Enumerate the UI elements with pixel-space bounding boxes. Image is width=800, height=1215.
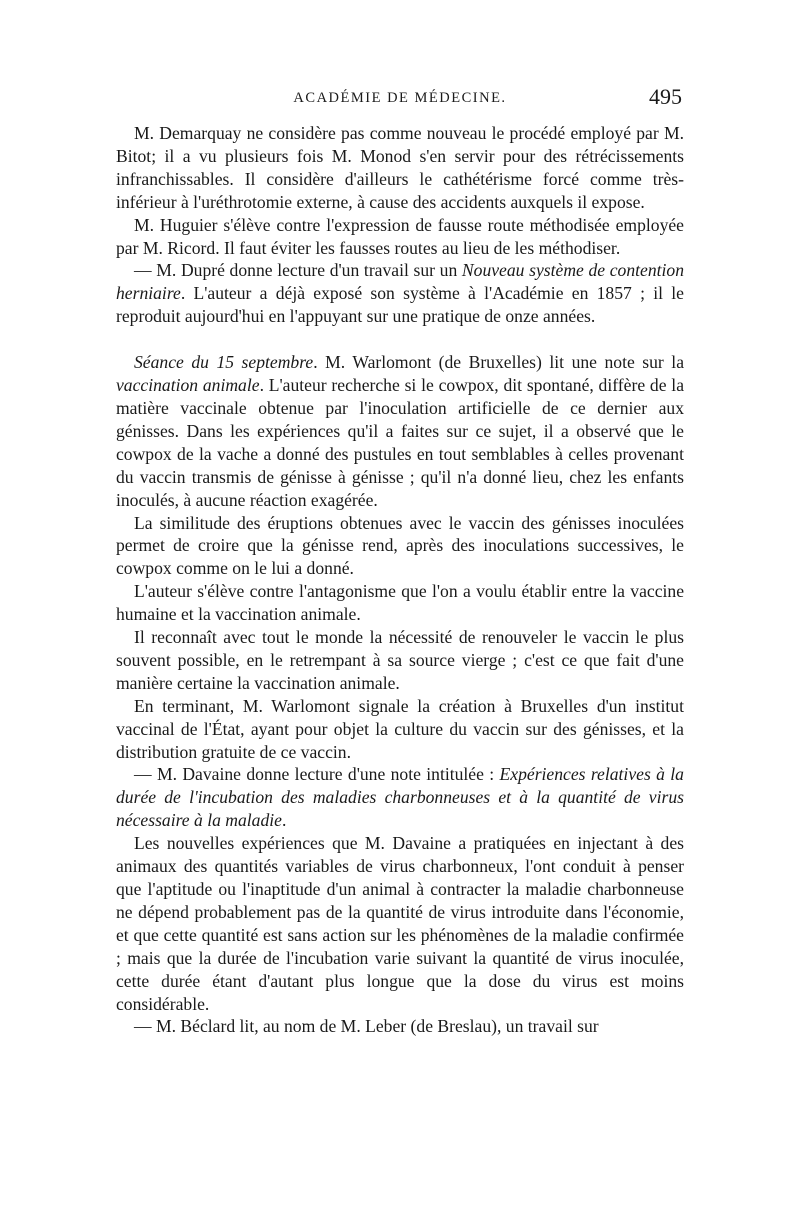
paragraph-renouveler: Il reconnaît avec tout le monde la nécessité de renouveler le vaccin le plus souvent possible, en le retrempant à sa source vierge ; c'est ce que fait d'une manière certaine la vaccination animale. bbox=[116, 627, 684, 693]
paragraph-davaine-end: . bbox=[281, 810, 287, 831]
paragraph-davaine bbox=[116, 763, 684, 832]
session-heading: Séance du 15 septembre bbox=[134, 352, 314, 373]
paragraph-seance-15-septembre bbox=[116, 351, 684, 511]
paragraph-dupre-rest: . L'auteur a déjà exposé son système à l'Académie en 1857 ; il le reproduit aujourd'hui en l'appuyant sur une pratique de onze années. bbox=[116, 283, 684, 327]
paragraph-dupre bbox=[116, 259, 684, 328]
paragraph-institut-vaccinal: En terminant, M. Warlomont signale la création à Bruxelles d'un institut vaccinal de l'État, ayant pour objet la culture du vaccin sur des génisses, et la distribution gratuite de ce vaccin. bbox=[116, 695, 684, 762]
paragraph-beclard: — M. Béclard lit, au nom de M. Leber (de Breslau), un travail sur bbox=[134, 1016, 599, 1037]
paragraph-davaine-intro: — M. Davaine donne lecture d'une note intitulée : bbox=[134, 764, 500, 785]
paragraph-antagonisme: L'auteur s'élève contre l'antagonisme que l'on a voulu établir entre la vaccine humaine et la vaccination animale. bbox=[116, 581, 684, 625]
work-title-davaine: Expériences relatives à la durée de l'incubation des maladies charbonneuses et à la quantité de virus nécessaire à la maladie bbox=[116, 764, 684, 831]
article-body bbox=[116, 122, 684, 1038]
paragraph-experiences-davaine: Les nouvelles expériences que M. Davaine a pratiquées en injectant à des animaux des quantités variables de virus charbonneux, l'ont conduit à penser que l'aptitude ou l'inaptitude d'un animal à contracter la maladie charbonneuse ne dépend probablement pas de la quantité de virus introduite dans l'économie, et que cette quantité est sans action sur les phénomènes de la maladie confirmée ; mais que la durée de l'incubation varie suivant la quantité de virus inoculée, cette durée étant d'autant plus longue que la dose du virus est moins considérable. bbox=[116, 833, 684, 1014]
topic-vaccination-animale: vaccination animale bbox=[116, 375, 260, 396]
running-title: ACADÉMIE DE MÉDECINE. bbox=[293, 90, 507, 106]
paragraph-warlomont-rest: . L'auteur recherche si le cowpox, dit spontané, diffère de la matière vaccinale obtenue par l'inoculation artificielle de ce dernier aux génisses. Dans les expériences qu'il a faites sur ce sujet, il a observé que le cowpox de la vache a donné des pustules en tout semblables à celles provenant du vaccin transmis de génisse à génisse ; qu'il n'a donné lieu, chez les enfants inoculés, à aucune réaction exagérée. bbox=[116, 375, 685, 510]
page-number: 495 bbox=[649, 84, 682, 109]
paragraph-similitude: La similitude des éruptions obtenues avec le vaccin des génisses inoculées permet de croire que la génisse rend, après des inoculations successives, le cowpox comme on le lui a donné. bbox=[116, 512, 684, 579]
paragraph-huguier: M. Huguier s'élève contre l'expression de fausse route méthodisée employée par M. Ricord. Il faut éviter les fausses routes au lieu de les méthodiser. bbox=[116, 214, 684, 258]
work-title-dupre: Nouveau système de contention herniaire bbox=[116, 260, 685, 304]
paragraph-demarquay: M. Demarquay ne considère pas comme nouveau le procédé employé par M. Bitot; il a vu plusieurs fois M. Monod s'en servir pour des rétrécissements infranchissables. Il considère d'ailleurs le cathétérisme forcé comme très-inférieur à l'uréthrotomie externe, à cause des accidents auxquels il expose. bbox=[116, 123, 684, 212]
paragraph-dupre-intro: — M. Dupré donne lecture d'un travail sur un bbox=[134, 260, 462, 281]
page-header bbox=[116, 86, 684, 116]
paragraph-warlomont-intro: . M. Warlomont (de Bruxelles) lit une note sur la bbox=[313, 352, 685, 373]
